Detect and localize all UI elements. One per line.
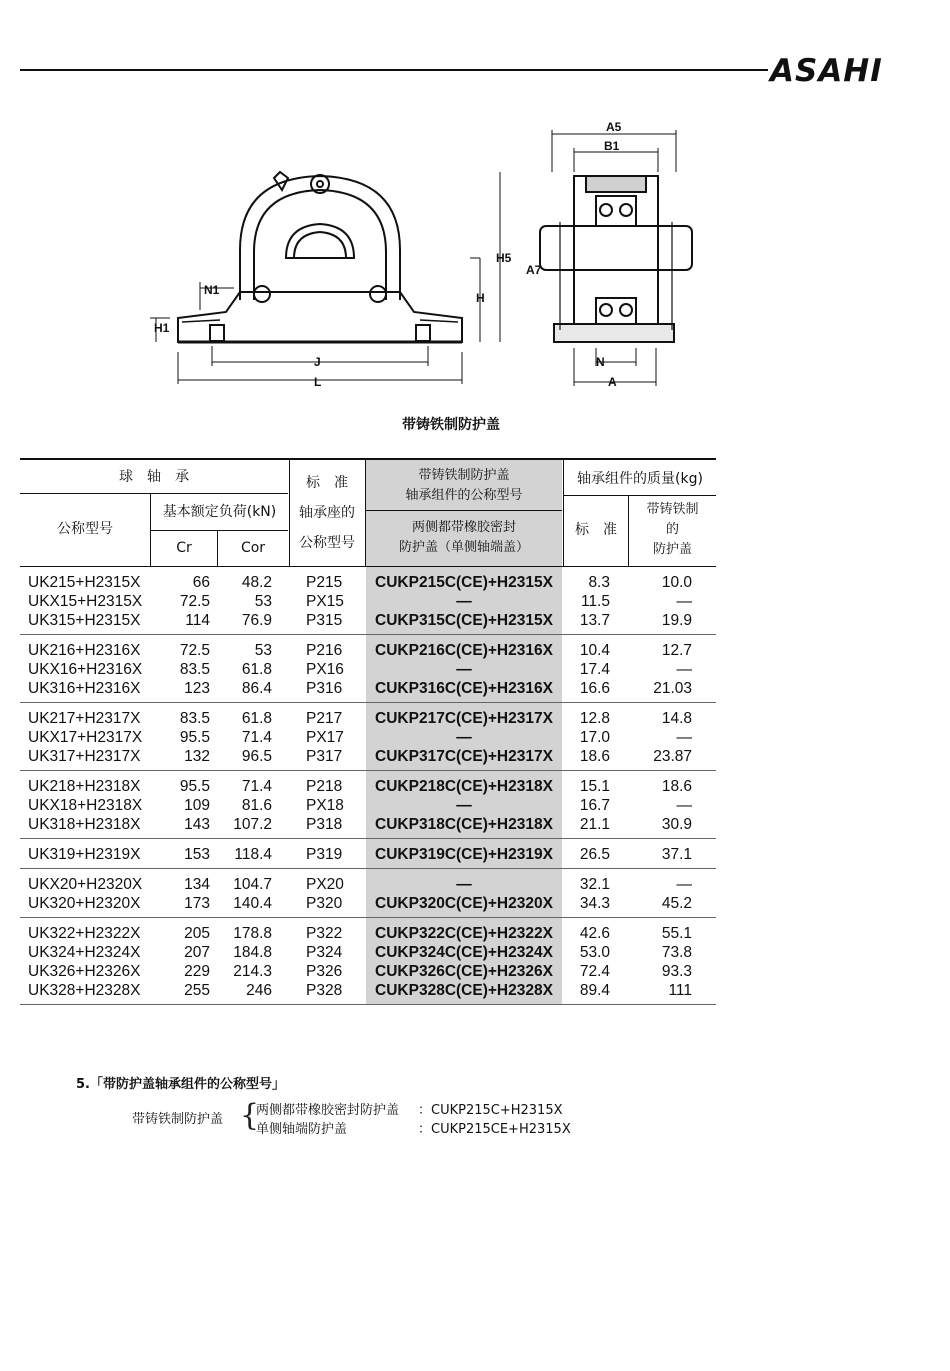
cell-std: 53.0 [579, 944, 610, 961]
table-row [20, 728, 716, 747]
cell-std: 21.1 [579, 816, 610, 833]
cell-cov: — [676, 661, 692, 678]
cell-cov: 73.8 [661, 944, 692, 961]
cell-cor: 96.5 [241, 748, 272, 765]
cell-std: 8.3 [588, 574, 610, 591]
cell-cr: 143 [184, 816, 210, 833]
label-a7: A7 [526, 263, 542, 277]
front-view-drawing [178, 172, 462, 342]
cell-model: UK317+H2317X [28, 748, 141, 765]
cell-housing: P318 [306, 816, 343, 833]
cell-std: 34.3 [579, 895, 610, 912]
cell-model: UK215+H2315X [28, 574, 141, 591]
cell-std: 42.6 [579, 925, 610, 942]
label-n: N [596, 355, 605, 369]
table-row [20, 875, 716, 894]
cell-std: 72.4 [579, 963, 610, 980]
cell-kit: CUKP218C(CE)+H2318X [375, 778, 553, 795]
cell-cor: 86.4 [241, 680, 272, 697]
table-caption: 带铸铁制防护盖 [402, 417, 500, 433]
table-row [20, 592, 716, 611]
cell-std: 17.4 [579, 661, 610, 678]
cell-cr: 72.5 [179, 593, 210, 610]
cell-cr: 205 [184, 925, 210, 942]
cell-kit: CUKP328C(CE)+H2328X [375, 982, 553, 999]
side-view-dimensions [548, 130, 676, 386]
table-row [20, 611, 716, 630]
cell-housing: P319 [306, 846, 343, 863]
cell-housing: PX20 [306, 876, 344, 893]
cell-kit: CUKP215C(CE)+H2315X [375, 574, 553, 591]
cell-kit: CUKP324C(CE)+H2324X [375, 944, 553, 961]
note-line2-value: ：CUKP215CE+H2315X [418, 1122, 571, 1137]
cell-cr: 229 [184, 963, 210, 980]
header-housing: 标 准 轴承座的 公称型号 [299, 475, 355, 551]
table-row [20, 943, 716, 962]
cell-cr: 66 [192, 574, 210, 591]
table-group [20, 567, 716, 635]
cell-cor: 107.2 [233, 816, 272, 833]
header-std: 标 准 [575, 522, 617, 538]
table-row [20, 894, 716, 913]
cell-model: UKX20+H2320X [28, 876, 143, 893]
table-row [20, 679, 716, 698]
cell-housing: P215 [306, 574, 343, 591]
cell-cov: 93.3 [661, 963, 692, 980]
label-h: H [476, 291, 485, 305]
cell-kit: CUKP320C(CE)+H2320X [375, 895, 553, 912]
label-h5: H5 [496, 251, 512, 265]
note-title: 5.「带防护盖轴承组件的公称型号」 [76, 1077, 285, 1092]
cell-model: UK324+H2324X [28, 944, 141, 961]
table-group [20, 918, 716, 1005]
cell-model: UK315+H2315X [28, 612, 141, 629]
cell-housing: PX16 [306, 661, 344, 678]
header-cover: 带铸铁制 的 防护盖 [646, 502, 699, 557]
cell-housing: P216 [306, 642, 343, 659]
table-row [20, 573, 716, 592]
cell-kit: — [456, 876, 472, 893]
cell-model: UK328+H2328X [28, 982, 141, 999]
cell-model: UK217+H2317X [28, 710, 141, 727]
cell-cor: 246 [246, 982, 272, 999]
cell-model: UKX15+H2315X [28, 593, 143, 610]
cell-std: 15.1 [579, 778, 610, 795]
header-cor: Cor [240, 540, 266, 556]
cell-cov: 111 [668, 982, 692, 999]
cell-cov: 45.2 [661, 895, 692, 912]
cell-model: UK320+H2320X [28, 895, 141, 912]
cell-cor: 118.4 [234, 846, 272, 863]
header-kit: 带铸铁制防护盖 轴承组件的公称型号 [405, 468, 523, 503]
cell-housing: P315 [306, 612, 343, 629]
table-group [20, 771, 716, 839]
cell-cr: 114 [185, 612, 210, 629]
cell-cov: 10.0 [661, 574, 692, 591]
cell-std: 18.6 [579, 748, 610, 765]
cell-kit: CUKP216C(CE)+H2316X [375, 642, 553, 659]
cell-cov: 37.1 [661, 846, 692, 863]
spec-table [20, 458, 716, 1005]
cell-std: 13.7 [579, 612, 610, 629]
cell-cor: 53 [254, 593, 272, 610]
cell-cr: 123 [184, 680, 210, 697]
cell-cor: 104.7 [233, 876, 272, 893]
cell-std: 17.0 [579, 729, 610, 746]
cell-cov: — [676, 797, 692, 814]
header-model: 公称型号 [57, 521, 113, 537]
cell-std: 11.5 [580, 593, 610, 610]
table-body [20, 567, 716, 1005]
table-row [20, 845, 716, 864]
cell-housing: P326 [306, 963, 343, 980]
cell-cr: 95.5 [179, 778, 210, 795]
header-kit-sub: 两侧都带橡胶密封 防护盖（单侧轴端盖） [398, 520, 529, 555]
cell-std: 12.8 [579, 710, 610, 727]
cell-cov: 19.9 [661, 612, 692, 629]
cell-model: UK319+H2319X [28, 846, 141, 863]
cell-cr: 132 [184, 748, 210, 765]
table-row [20, 796, 716, 815]
note-brace: { [240, 1098, 260, 1133]
cell-kit: — [456, 661, 472, 678]
cell-cov: 12.7 [661, 642, 692, 659]
cell-cor: 140.4 [233, 895, 272, 912]
cell-cr: 207 [184, 944, 210, 961]
side-view-drawing [540, 176, 692, 342]
cell-kit: CUKP322C(CE)+H2322X [375, 925, 553, 942]
cell-std: 32.1 [579, 876, 610, 893]
table-row [20, 709, 716, 728]
cell-kit: — [456, 593, 472, 610]
table-row [20, 747, 716, 766]
cell-kit: CUKP317C(CE)+H2317X [375, 748, 553, 765]
cell-kit: CUKP319C(CE)+H2319X [375, 846, 553, 863]
cell-kit: CUKP318C(CE)+H2318X [375, 816, 553, 833]
cell-cor: 48.2 [241, 574, 272, 591]
cell-housing: PX17 [306, 729, 344, 746]
cell-model: UK316+H2316X [28, 680, 141, 697]
note-line2: 单侧轴端防护盖 [256, 1122, 348, 1137]
table-row [20, 981, 716, 1000]
label-h1: H1 [154, 321, 170, 335]
cell-model: UK318+H2318X [28, 816, 141, 833]
cell-model: UK322+H2322X [28, 925, 141, 942]
cell-cov: 21.03 [653, 680, 692, 697]
header-ball-bearing: 球 轴 承 [119, 469, 189, 485]
label-a5: A5 [606, 120, 622, 134]
cell-cor: 61.8 [241, 661, 272, 678]
table-group [20, 869, 716, 918]
cell-cr: 255 [184, 982, 210, 999]
table-row [20, 924, 716, 943]
cell-cor: 71.4 [241, 778, 272, 795]
cell-cor: 81.6 [241, 797, 272, 814]
table-header [20, 458, 716, 567]
cell-kit: — [456, 797, 472, 814]
bearing-drawings [0, 0, 950, 400]
cell-cov: — [676, 729, 692, 746]
cell-housing: P218 [306, 778, 343, 795]
cell-model: UKX17+H2317X [28, 729, 143, 746]
cell-std: 10.4 [579, 642, 610, 659]
table-row [20, 777, 716, 796]
cell-cov: 18.6 [661, 778, 692, 795]
cell-cr: 72.5 [179, 642, 210, 659]
cell-housing: P217 [306, 710, 343, 727]
cell-cr: 83.5 [179, 661, 210, 678]
cell-cor: 61.8 [241, 710, 272, 727]
note-label: 带铸铁制防护盖 [132, 1112, 224, 1127]
cell-model: UK326+H2326X [28, 963, 141, 980]
cell-housing: P322 [306, 925, 343, 942]
note-line1: 两侧都带橡胶密封防护盖 [256, 1103, 400, 1118]
cell-model: UK218+H2318X [28, 778, 141, 795]
table-row [20, 962, 716, 981]
cell-cov: 23.87 [653, 748, 692, 765]
cell-housing: PX15 [306, 593, 344, 610]
cell-std: 16.7 [579, 797, 610, 814]
cell-cor: 53 [254, 642, 272, 659]
front-view-dimensions [150, 172, 500, 384]
cell-cor: 184.8 [233, 944, 272, 961]
brand-logo: ASAHI [770, 53, 883, 89]
header-load-rating: 基本额定负荷(kN) [162, 504, 277, 520]
cell-cr: 134 [184, 876, 210, 893]
label-a: A [608, 375, 617, 389]
note-line1-value: ：CUKP215C+H2315X [418, 1103, 563, 1118]
cell-cov: 14.8 [661, 710, 692, 727]
label-n1: N1 [204, 283, 220, 297]
cell-model: UKX18+H2318X [28, 797, 143, 814]
cell-kit: CUKP315C(CE)+H2315X [375, 612, 553, 629]
cell-std: 16.6 [579, 680, 610, 697]
cell-housing: PX18 [306, 797, 344, 814]
cell-cov: — [676, 593, 692, 610]
cell-cov: 30.9 [661, 816, 692, 833]
cell-kit: CUKP326C(CE)+H2326X [375, 963, 553, 980]
cell-cor: 214.3 [233, 963, 272, 980]
cell-cov: — [676, 876, 692, 893]
table-row [20, 641, 716, 660]
cell-housing: P316 [306, 680, 343, 697]
cell-kit: — [456, 729, 472, 746]
table-group [20, 703, 716, 771]
cell-housing: P324 [306, 944, 343, 961]
cell-std: 26.5 [579, 846, 610, 863]
table-row [20, 815, 716, 834]
cell-cr: 83.5 [179, 710, 210, 727]
cell-cov: 55.1 [661, 925, 692, 942]
cell-kit: CUKP316C(CE)+H2316X [375, 680, 553, 697]
cell-model: UK216+H2316X [28, 642, 141, 659]
cell-housing: P317 [306, 748, 343, 765]
label-b1: B1 [604, 139, 620, 153]
label-l: L [314, 375, 322, 389]
table-row [20, 660, 716, 679]
cell-cor: 178.8 [233, 925, 272, 942]
cell-cor: 71.4 [241, 729, 272, 746]
header-cr: Cr [176, 540, 192, 556]
cell-cr: 109 [184, 797, 210, 814]
cell-kit: CUKP217C(CE)+H2317X [375, 710, 553, 727]
cell-std: 89.4 [579, 982, 610, 999]
label-j: J [314, 355, 321, 369]
cell-cr: 173 [184, 895, 210, 912]
cell-housing: P328 [306, 982, 343, 999]
table-group [20, 839, 716, 869]
header-mass: 轴承组件的质量(kg) [577, 471, 703, 487]
cell-cr: 153 [184, 846, 210, 863]
table-group [20, 635, 716, 703]
cell-housing: P320 [306, 895, 343, 912]
cell-model: UKX16+H2316X [28, 661, 143, 678]
cell-cr: 95.5 [179, 729, 210, 746]
cell-cor: 76.9 [241, 612, 272, 629]
